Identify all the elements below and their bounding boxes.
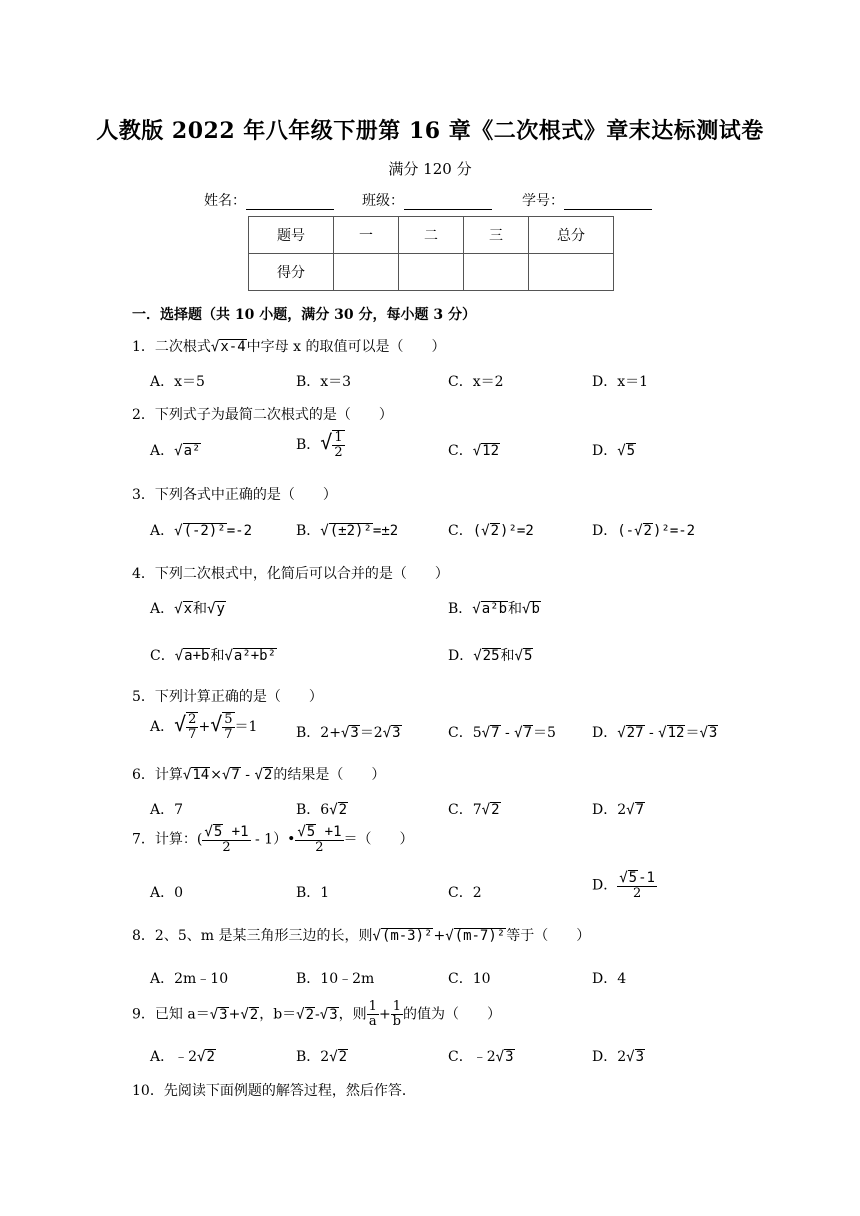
- option-d[interactable]: D．2√3: [592, 1049, 645, 1065]
- option-a[interactable]: A．√(-2)²=-2: [150, 523, 253, 539]
- option-d[interactable]: D． $\frac{√5-1}{2}$: [592, 870, 655, 901]
- subtitle: 满分 120 分: [388, 160, 472, 178]
- question-7: 7．计算：( $\frac{√5 +1}{2}$ - 1）• $\frac{√5 +1}{2}$ ＝（ ）: [132, 824, 414, 855]
- question-8: 8．2、5、m 是某三角形三边的长，则√(m-3)²+√(m-7)²等于（ ）: [132, 928, 591, 944]
- option-c[interactable]: C．√12: [448, 443, 500, 459]
- option-a[interactable]: A．√ $\frac{2}{7}$ +√ $\frac{5}{7}$ ＝1: [150, 712, 258, 742]
- option-b[interactable]: B．x＝3: [296, 374, 352, 390]
- score-cell[interactable]: [334, 254, 399, 291]
- section-heading: 一．选择题（共 10 小题，满分 30 分，每小题 3 分）: [132, 307, 476, 323]
- option-c[interactable]: C．√a+b和√a²+b²: [150, 648, 277, 664]
- option-c[interactable]: C．10: [448, 971, 491, 987]
- option-a[interactable]: A．0: [150, 885, 184, 901]
- score-cell[interactable]: [529, 254, 614, 291]
- sqrt-sign: √: [210, 339, 220, 355]
- option-d[interactable]: D．√5: [592, 443, 636, 459]
- score-header-cell: 一: [334, 217, 399, 254]
- score-cell[interactable]: [464, 254, 529, 291]
- option-c[interactable]: C．﹣2√3: [448, 1049, 514, 1065]
- option-a[interactable]: A．2m﹣10: [150, 971, 229, 987]
- option-c[interactable]: C．5√7 - √7＝5: [448, 725, 556, 741]
- option-b[interactable]: B．√a²b和√b: [448, 601, 540, 617]
- option-d[interactable]: D．2√7: [592, 802, 645, 818]
- option-d[interactable]: D．(-√2)²=-2: [592, 523, 696, 539]
- option-d[interactable]: D．x＝1: [592, 374, 649, 390]
- option-b[interactable]: B．2√2: [296, 1049, 348, 1065]
- option-d[interactable]: D．4: [592, 971, 627, 987]
- option-c[interactable]: C．7√2: [448, 802, 500, 818]
- option-b[interactable]: B．2+√3＝2√3: [296, 725, 401, 741]
- option-c[interactable]: C．2: [448, 885, 482, 901]
- option-b[interactable]: B．1: [296, 885, 330, 901]
- option-b[interactable]: B．√(±2)²=±2: [296, 523, 399, 539]
- name-blank: [246, 195, 334, 210]
- score-header-cell: 二: [399, 217, 464, 254]
- question-6: 6．计算√14×√7 - √2的结果是（ ）: [132, 767, 386, 783]
- option-a[interactable]: A．7: [150, 802, 184, 818]
- id-field: [522, 190, 652, 210]
- score-header-cell: 总分: [529, 217, 614, 254]
- score-header-cell: 三: [464, 217, 529, 254]
- score-header-cell: 题号: [249, 217, 334, 254]
- score-table: [248, 216, 614, 291]
- option-d[interactable]: D．√27 - √12＝√3: [592, 725, 718, 741]
- name-field: [204, 190, 334, 210]
- question-3: 3．下列各式中正确的是（ ）: [132, 487, 337, 503]
- question-10: 10．先阅读下面例题的解答过程，然后作答．: [132, 1083, 416, 1099]
- id-blank: [564, 195, 652, 210]
- question-5: 5．下列计算正确的是（ ）: [132, 689, 323, 705]
- score-row-label: 得分: [249, 254, 334, 291]
- class-field: [362, 190, 492, 210]
- option-c[interactable]: C．x＝2: [448, 374, 504, 390]
- question-1: 1．二次根式√x-4中字母 x 的取值可以是（ ）: [132, 339, 446, 355]
- class-label: 班级：: [362, 193, 404, 209]
- question-2: 2．下列式子为最简二次根式的是（ ）: [132, 407, 393, 423]
- question-9: 9．已知 a＝√3+√2，b＝√2-√3，则 $\frac{1}{a}$ + $\frac{1}{b}$ 的值为（ ）: [132, 999, 501, 1029]
- option-d[interactable]: D．√25和√5: [448, 648, 533, 664]
- class-blank: [404, 195, 492, 210]
- page-title: 人教版 2022 年八年级下册第 16 章《二次根式》章末达标测试卷: [96, 118, 764, 144]
- id-label: 学号：: [522, 193, 564, 209]
- name-label: 姓名：: [204, 193, 246, 209]
- option-a[interactable]: A．√a²: [150, 443, 201, 459]
- option-a[interactable]: A．x＝5: [150, 374, 205, 390]
- option-b[interactable]: B．√ $\frac{1}{2}$: [296, 430, 343, 460]
- option-a[interactable]: A．√x和√y: [150, 601, 225, 617]
- score-cell[interactable]: [399, 254, 464, 291]
- option-b[interactable]: B．6√2: [296, 802, 348, 818]
- option-b[interactable]: B．10﹣2m: [296, 971, 375, 987]
- option-c[interactable]: C．(√2)²=2: [448, 523, 534, 539]
- question-4: 4．下列二次根式中，化简后可以合并的是（ ）: [132, 566, 449, 582]
- option-a[interactable]: A．﹣2√2: [150, 1049, 215, 1065]
